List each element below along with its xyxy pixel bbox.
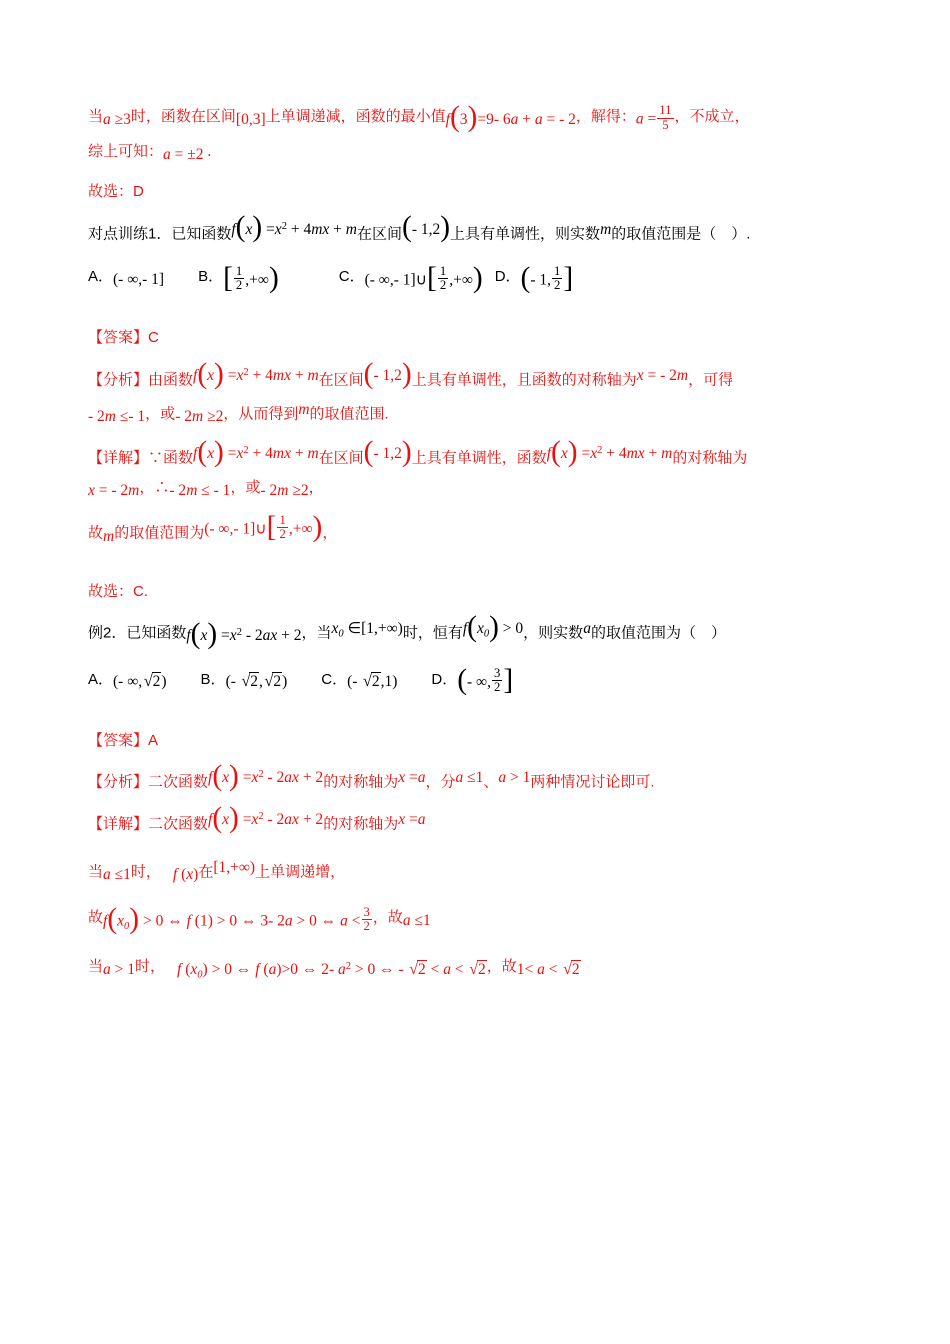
text-line-1: 当a ≥3时，函数在区间[0,3]上单调递减，函数的最小值f(3)=9- 6a + a = - 2，解得：a = $\frac{11}{5}$ ，不成立， [88, 101, 750, 134]
option-d[interactable]: D．(- ∞, $\frac{3}{2}$ ] [431, 664, 514, 697]
example-2-question: 例2．已知函数$f(x) =x^2 - 2ax + 2$，当$x_0$ ∈[1,+∞)时，恒有$f(x_0) > 0$，则实数a的取值范围为（ ） [88, 610, 726, 650]
answer-line-prev: 故选：D [88, 183, 144, 201]
example-2-options [88, 664, 878, 697]
exercise-1-options [88, 261, 878, 294]
exercise-1-answer: 【答案】C [88, 329, 159, 347]
exercise-1-choose: 故选：C. [88, 582, 149, 600]
option-c[interactable]: C．(- ∞,- 1]∪[ $\frac{1}{2}$ ,+∞) [338, 261, 483, 294]
exercise-1-analysis-1: 【分析】由函数$f(x) =x^2 + 4mx + m$在区间(- 1,2)上具有单调性，且函数的对称轴为x = - 2m，可得 [88, 357, 734, 390]
exercise-1-analysis-2: - 2m ≤- 1，或- 2m ≥2，从而得到m的取值范围. [88, 400, 389, 425]
option-a[interactable]: A．(- ∞,- 1] [88, 268, 165, 289]
exercise-1-detail-1: 【详解】∵函数$f(x) =x^2 + 4mx + m$在区间(- 1,2)上具有单调性，函数$f(x) =x^2 + 4mx + m$的对称轴为 [88, 435, 748, 468]
option-c[interactable]: C．(- √2,1) [321, 670, 398, 691]
option-b[interactable]: B．(- √2,√2) [200, 670, 288, 691]
example-2-detail-1: 【详解】二次函数$f(x) =x^2 - 2ax + 2$的对称轴为x =a [88, 801, 426, 834]
option-d[interactable]: D．(- 1, $\frac{1}{2}$ ] [494, 261, 574, 294]
exercise-1-detail-3: 故m的取值范围为(- ∞,- 1]∪[ $\frac{1}{2}$ ,+∞)， [88, 511, 338, 545]
document-body [88, 101, 878, 989]
example-2-detail-4: 当a > 1时， f $(x_0) > 0$ ⇔ f (a)>0 ⇔ 2- $a^2 > 0$ ⇔ - √2 < a < √2，故1< a < √2 [88, 958, 580, 981]
example-2-detail-2: 当a ≤1时， f (x)在[1,+∞)上单调递增， [88, 858, 346, 883]
example-2-answer: 【答案】A [88, 731, 159, 749]
exercise-1-question: 对点训练1．已知函数$f(x) =x^2 + 4mx + m$在区间(- 1,2)上具有单调性，则实数m的取值范围是（ ）. [88, 211, 751, 244]
exercise-1-detail-2: x = - 2m，∴- 2m ≤ - 1，或- 2m ≥2， [88, 478, 324, 499]
example-2-analysis: 【分析】二次函数$f(x) =x^2 - 2ax + 2$的对称轴为x =a，分a ≤1、a > 1两种情况讨论即可. [88, 759, 655, 792]
text-line-2: 综上可知：a = ±2 . [88, 143, 212, 163]
example-2-detail-3: 故$f(x_0) > 0$ ⇔ f (1) > 0 ⇔ 3- 2a > 0 ⇔ a < $\frac{3}{2}$ ，故a ≤1 [88, 902, 431, 935]
option-b[interactable]: B．[ $\frac{1}{2}$ ,+∞) [198, 261, 279, 294]
option-a[interactable]: A．(- ∞,√2) [88, 670, 167, 691]
